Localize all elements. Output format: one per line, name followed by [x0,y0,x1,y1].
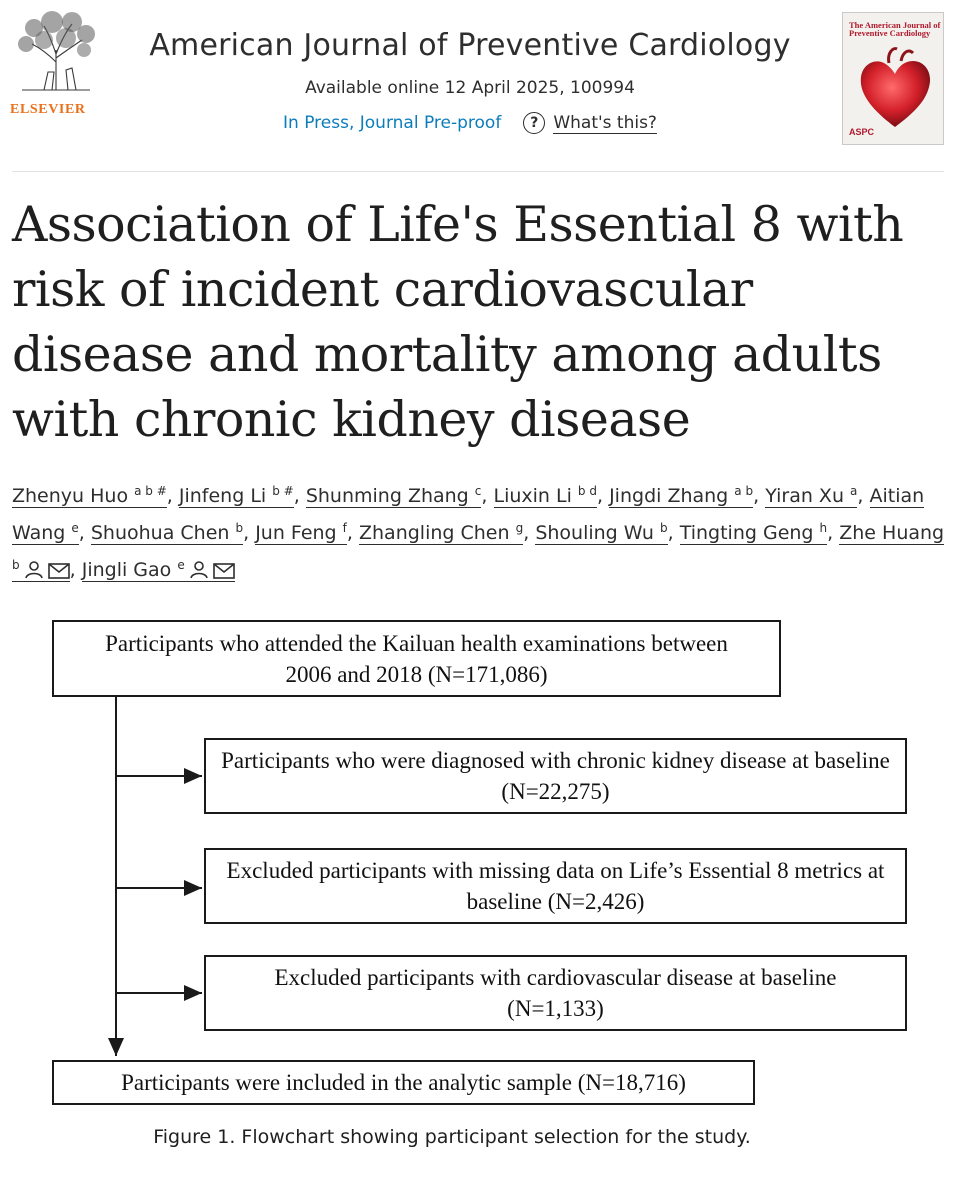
author-name: Zhenyu Huo [12,485,129,507]
author-link[interactable] [12,485,167,508]
author-name: Aitian Wang [12,485,925,544]
author-affiliation: b # [272,484,294,498]
author-affiliation: a b [734,484,754,498]
author-link[interactable] [494,485,597,508]
envelope-icon[interactable] [48,555,70,592]
cover-society: ASPC [849,127,875,137]
author-name: Jingdi Zhang [609,485,729,507]
journal-cover-image[interactable] [842,12,944,145]
author-affiliation: a [850,484,858,498]
author-name: Zhangling Chen [359,522,510,544]
author-name: Zhe Huang [839,522,945,544]
help-icon[interactable]: ? [523,112,545,134]
author-name: Shuohua Chen [90,522,230,544]
person-icon[interactable] [189,555,209,592]
header-divider [12,171,944,172]
article-status [110,112,830,134]
author-affiliation: f [342,521,347,535]
author-affiliation: e [71,521,79,535]
author-link[interactable] [359,522,523,545]
author-link[interactable] [82,559,235,582]
available-online: Available online 12 April 2025, 100994 [305,78,635,98]
author-name: Liuxin Li [493,485,572,507]
cover-title: The American Journal of Preventive Cardiology [849,20,941,38]
author-name: Shunming Zhang [305,485,469,507]
author-name: Yiran Xu [765,485,844,507]
author-affiliation: a b # [134,484,167,498]
envelope-icon[interactable] [213,555,235,592]
author-name: Jingli Gao [81,559,172,581]
journal-title[interactable]: American Journal of Preventive Cardiology [149,28,791,63]
author-affiliation: b [659,521,668,535]
person-icon[interactable] [24,555,44,592]
author-affiliation: b d [577,484,597,498]
author-name: Jun Feng [255,522,337,544]
whats-this-link[interactable]: What's this? [553,113,657,133]
author-name: Shouling Wu [535,522,654,544]
in-press-link[interactable]: In Press, Journal Pre-proof [283,113,502,133]
figure-caption: Figure 1. Flowchart showing participant selection for the study. [153,1126,751,1148]
author-affiliation: b [235,521,244,535]
author-name: Jinfeng Li [178,485,267,507]
author-affiliation: h [819,521,828,535]
publisher-name: ELSEVIER [10,102,86,117]
author-list: Zhenyu Huo $^{a b \#}$, Jinfeng Li $^{b \#}$, Shunming Zhang $^c$, Liuxin Li $^{b d}$, Jingdi Zhang $^{a b}$, Yiran Xu $^a$, Aitian Wang $^e$, Shuohua Chen $^b$, Jun Feng $^f$, Zhangling Chen $^g$, Shouling Wu $^b$, Tingting Geng $^h$, Zhe Huang $^b$ , Jingli Gao $^e$ [12,478,952,592]
article-title: Association of Life's Essential 8 with risk of incident cardiovascular disease and mortality among adults with chronic kidney disease [12,196,904,448]
author-link[interactable] [306,485,482,508]
elsevier-tree-icon [14,10,98,92]
flowchart-box-cvd: Excluded participants with cardiovascular disease at baseline (N=1,133) [204,955,907,1031]
author-affiliation: e [177,558,185,572]
author-link[interactable] [609,485,753,508]
author-affiliation: g [515,521,524,535]
author-affiliation: b [12,558,20,572]
heart-image [853,43,937,133]
author-link[interactable] [255,522,347,545]
author-affiliation: c [474,484,482,498]
journal-header [0,0,960,172]
author-link[interactable] [765,485,857,508]
flowchart-box-ckd: Participants who were diagnosed with chronic kidney disease at baseline (N=22,275) [204,738,907,814]
author-name: Tingting Geng [679,522,814,544]
author-link[interactable] [91,522,243,545]
elsevier-logo[interactable] [10,10,102,116]
flowchart-box-attended: Participants who attended the Kailuan health examinations between 2006 and 2018 (N=171,086) [52,620,781,697]
author-link[interactable] [535,522,667,545]
author-link[interactable] [680,522,827,545]
flowchart-box-missing-data: Excluded participants with missing data on Life’s Essential 8 metrics at baseline (N=2,426) [204,848,907,924]
author-link[interactable] [179,485,294,508]
flowchart-box-analytic-sample: Participants were included in the analytic sample (N=18,716) [52,1060,755,1105]
